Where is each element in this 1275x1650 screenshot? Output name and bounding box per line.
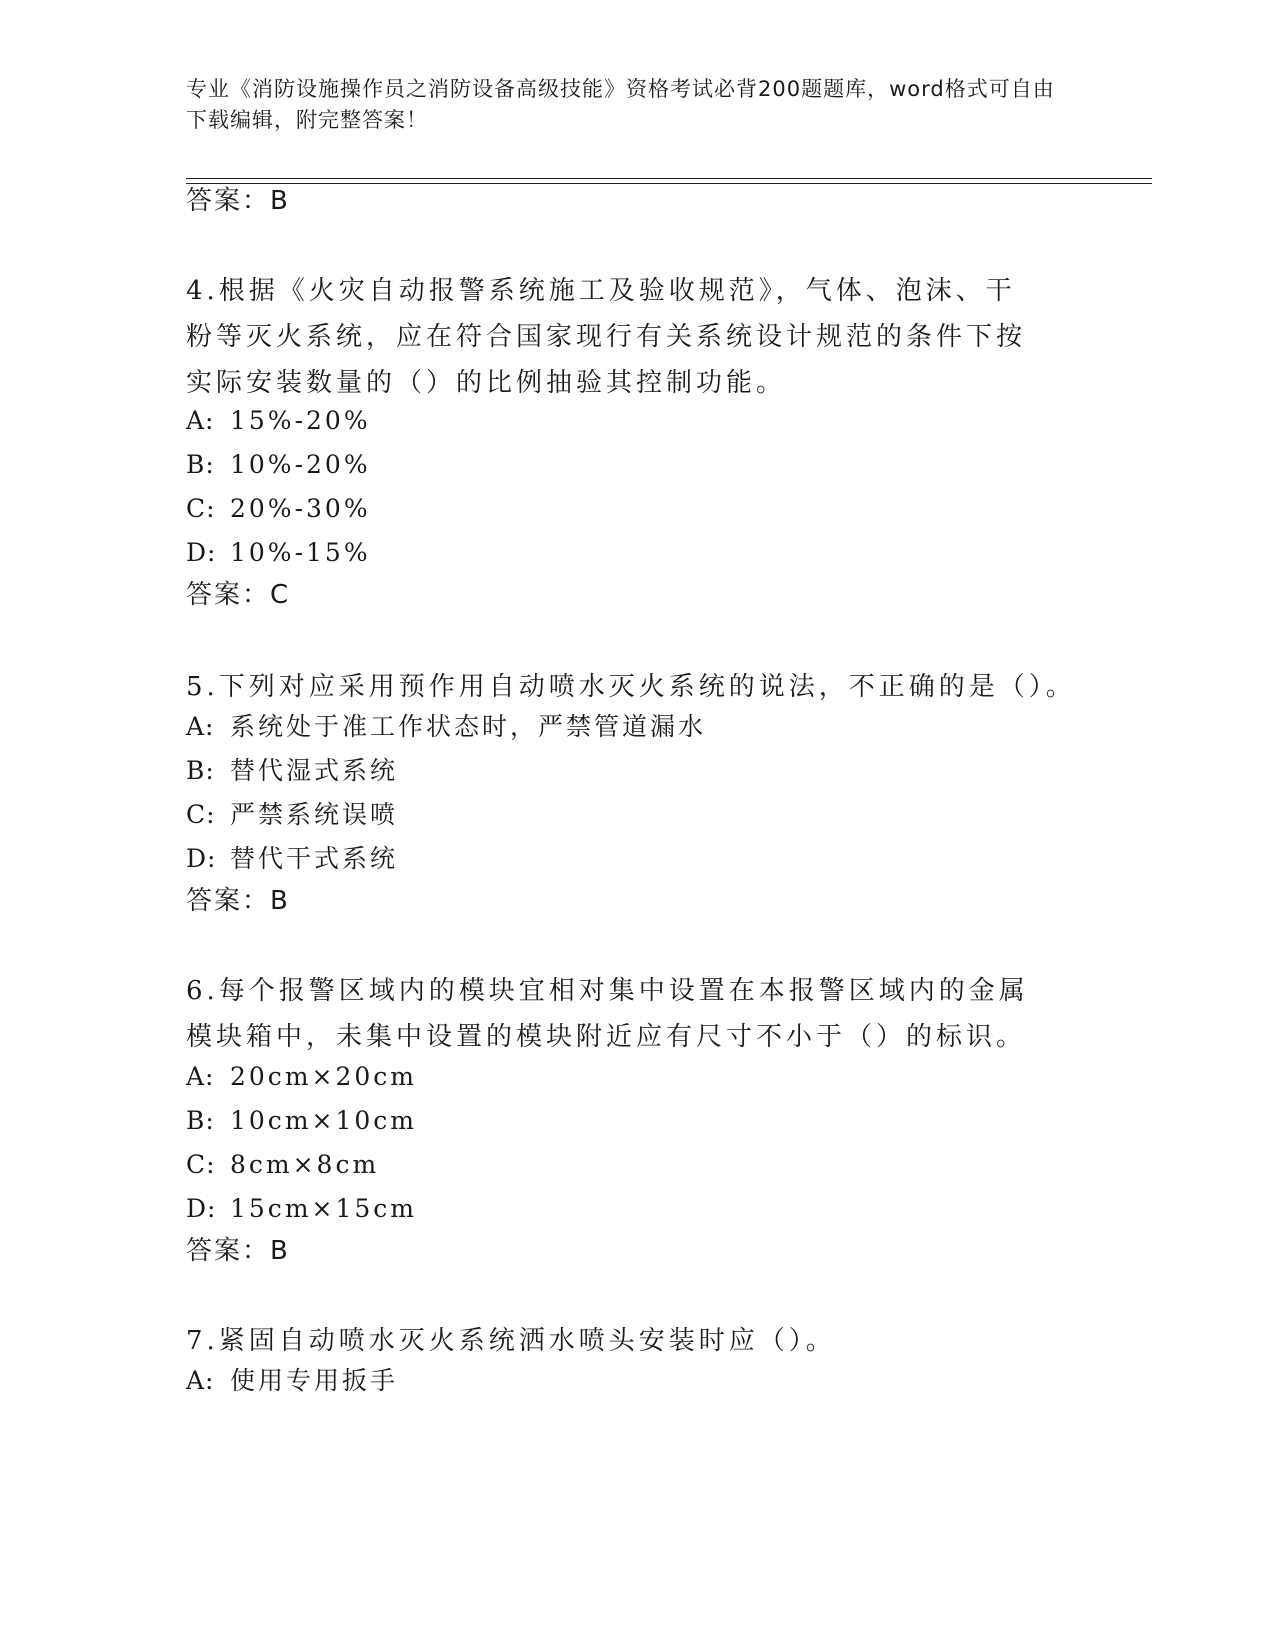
option-letter: D: [186, 844, 217, 873]
option-letter: B: [186, 450, 215, 479]
question-6-option-c [186, 1148, 379, 1182]
question-5-option-b [186, 754, 398, 788]
option-letter: A: [186, 406, 215, 435]
option-letter: A: [186, 1062, 215, 1091]
answer-q5: 答案：B [186, 886, 290, 916]
question-4-text: 4.根据《火灾自动报警系统施工及验收规范》，气体、泡沫、干粉等灭火系统，应在符合国家现行有关系统设计规范的条件下按实际安装数量的（）的比例抽验其控制功能。 [186, 276, 1027, 398]
question-5-text: 5.下列对应采用预作用自动喷水灭火系统的说法，不正确的是（）。 [186, 672, 1076, 702]
question-5-option-c [186, 798, 398, 832]
question-6-text: 6.每个报警区域内的模块宜相对集中设置在本报警区域内的金属模块箱中，未集中设置的模块附近应有尺寸不小于（）的标识。 [186, 976, 1029, 1052]
option-text: 系统处于准工作状态时，严禁管道漏水 [230, 712, 707, 741]
option-letter: C: [186, 1150, 216, 1179]
page-header: 专业《消防设施操作员之消防设备高级技能》资格考试必背200题题库，word格式可自由下载编辑，附完整答案！ [186, 77, 1055, 132]
option-text: 10cm×10cm [230, 1106, 417, 1135]
question-4-option-b [186, 448, 371, 482]
option-letter: B: [186, 756, 215, 785]
option-text: 8cm×8cm [230, 1150, 380, 1179]
option-text: 15%-20% [230, 406, 371, 435]
option-letter: A: [186, 1366, 215, 1395]
question-6-option-d [186, 1192, 417, 1226]
question-6-option-a [186, 1060, 417, 1094]
option-text: 10%-20% [230, 450, 371, 479]
option-text: 20%-30% [230, 494, 371, 523]
answer-q4: 答案：C [186, 580, 291, 610]
answer-q6: 答案：B [186, 1236, 290, 1266]
option-text: 替代干式系统 [230, 844, 399, 873]
header-divider [186, 178, 1152, 184]
question-7-option-a [186, 1364, 398, 1398]
option-text: 使用专用扳手 [230, 1366, 399, 1395]
option-text: 严禁系统误喷 [230, 800, 399, 829]
question-5-option-a [186, 710, 706, 744]
question-7-text: 7.紧固自动喷水灭火系统洒水喷头安装时应（）。 [186, 1326, 836, 1356]
option-text: 15cm×15cm [230, 1194, 417, 1223]
option-text: 10%-15% [230, 538, 371, 567]
question-6-option-b [186, 1104, 417, 1138]
option-text: 替代湿式系统 [230, 756, 399, 785]
option-letter: D: [186, 1194, 217, 1223]
question-4-option-a [186, 404, 371, 438]
option-letter: C: [186, 494, 216, 523]
option-letter: A: [186, 712, 215, 741]
option-letter: D: [186, 538, 217, 567]
answer-q3: 答案：B [186, 186, 290, 216]
option-text: 20cm×20cm [230, 1062, 417, 1091]
question-4-option-d [186, 536, 371, 570]
option-letter: B: [186, 1106, 215, 1135]
option-letter: C: [186, 800, 216, 829]
question-4-option-c [186, 492, 371, 526]
question-5-option-d [186, 842, 398, 876]
